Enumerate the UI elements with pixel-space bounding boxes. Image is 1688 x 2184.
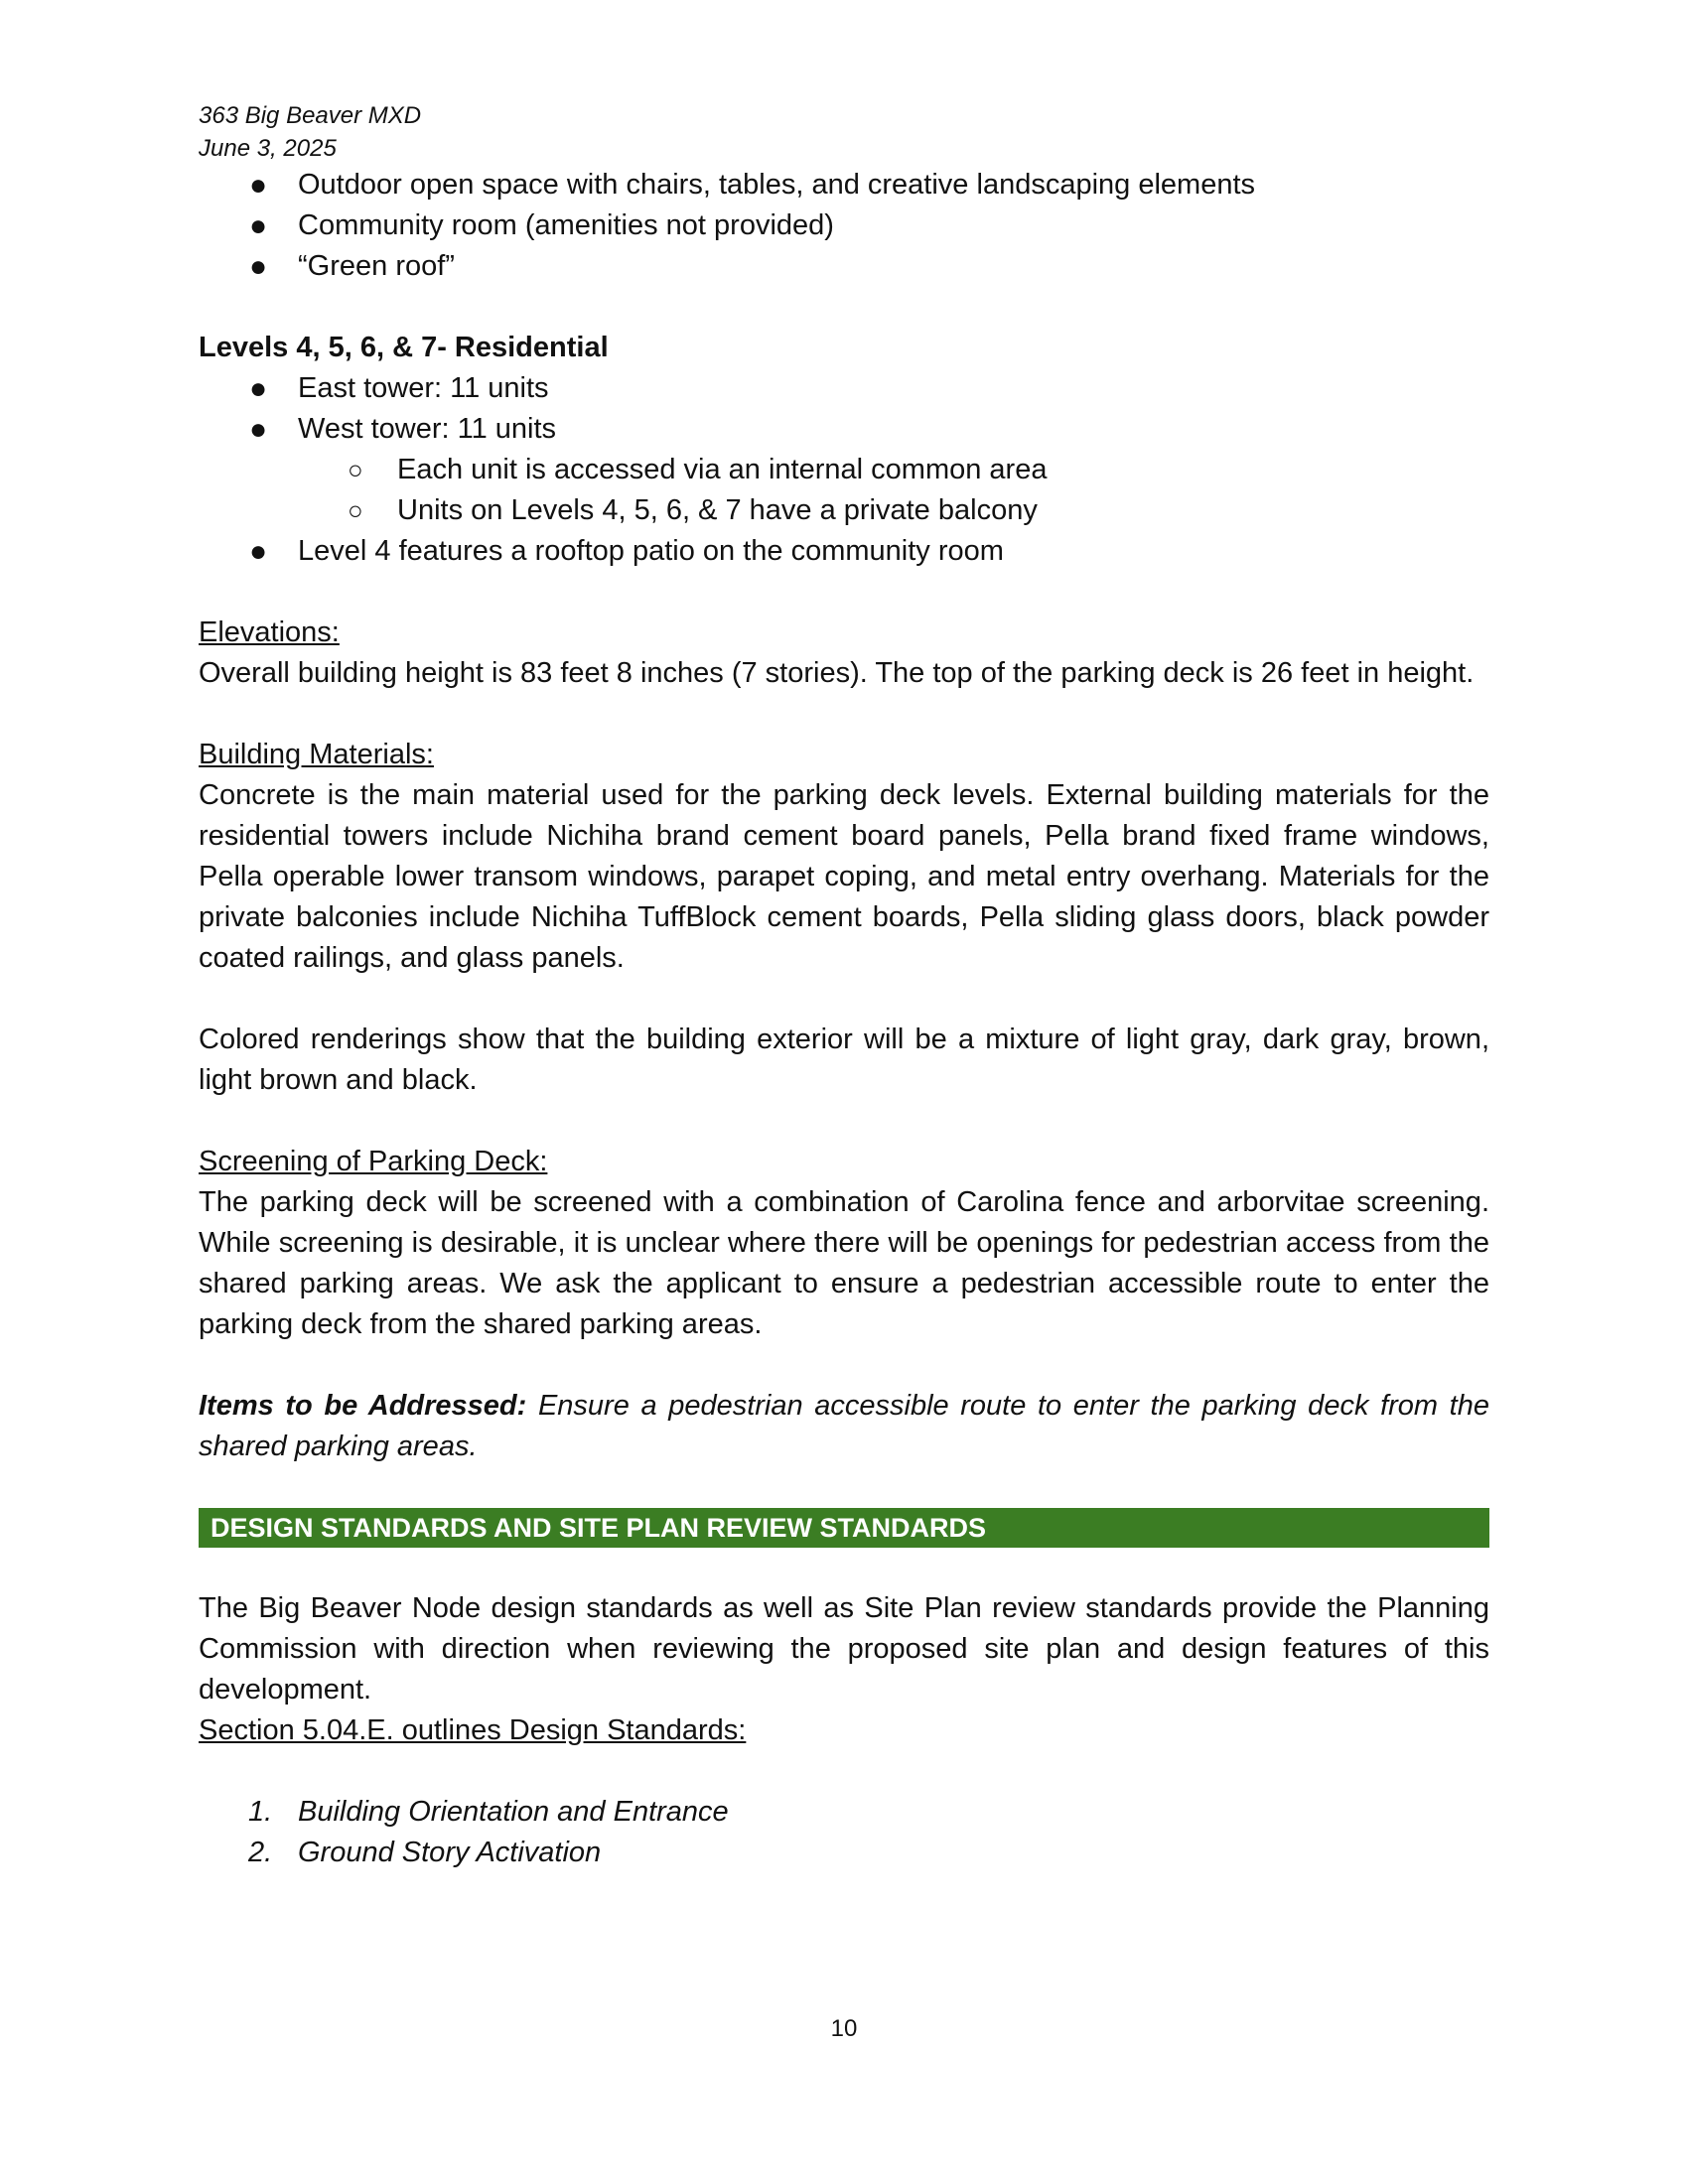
hollow-bullet-icon: ○	[348, 455, 363, 484]
section-banner: DESIGN STANDARDS AND SITE PLAN REVIEW STANDARDS	[199, 1508, 1489, 1548]
items-text: Ensure a pedestrian accessible route to enter the parking deck from the shared parking areas.	[199, 1390, 1490, 1462]
elevations-paragraph: Overall building height is 83 feet 8 inches (7 stories). The top of the parking deck is 26 feet in height.	[199, 657, 1475, 689]
items-label: Items to be Addressed:	[199, 1390, 527, 1422]
levels-list	[199, 368, 1489, 572]
list-item: 2. Ground Story Activation	[248, 1837, 602, 1868]
materials-heading: Building Materials:	[199, 739, 434, 770]
design-paragraph: The Big Beaver Node design standards as well as Site Plan review standards provide the Planning Commission with direction when reviewing the proposed site plan and design features of this development.	[199, 1592, 1489, 1706]
bullet-icon: ●	[249, 372, 268, 405]
list-item: ● “Green roof”	[199, 246, 1489, 287]
list-item: ● Level 4 features a rooftop patio on the community room	[199, 531, 1489, 572]
bullet-icon: ●	[249, 250, 268, 283]
page-number: 10	[830, 2015, 858, 2042]
materials-paragraph: Concrete is the main material used for the parking deck levels. External building materials for the residential towers include Nichiha brand cement board panels, Pella brand fixed frame windows, Pella operable lower transom windows, parapet coping, and metal entry overhang. Materials for the private balconies include Nichiha TuffBlock cement boards, Pella sliding glass doors, black powder coated railings, and glass panels.	[199, 779, 1489, 974]
bullet-icon: ●	[249, 413, 268, 446]
header-project: 363 Big Beaver MXD	[199, 102, 422, 129]
section-heading: Section 5.04.E. outlines Design Standards:	[199, 1714, 747, 1746]
list-item: ● Outdoor open space with chairs, tables, and creative landscaping elements	[199, 165, 1489, 205]
running-header	[199, 99, 1489, 165]
list-item: ● West tower: 11 units ○ Each unit is accessed via an internal common area ○ Units on Levels 4, 5, 6, & 7 have a private balcony	[199, 409, 1489, 531]
list-item: ● Community room (amenities not provided)	[199, 205, 1489, 246]
bullet-icon: ●	[249, 209, 268, 242]
bullet-icon: ●	[249, 169, 268, 202]
hollow-bullet-icon: ○	[348, 495, 363, 525]
elevations-heading: Elevations:	[199, 616, 340, 648]
document-page	[199, 99, 1489, 1873]
colors-paragraph: Colored renderings show that the building exterior will be a mixture of light gray, dark gray, brown, light brown and black.	[199, 1024, 1489, 1096]
sub-list-item: ○ Each unit is accessed via an internal common area	[199, 450, 1489, 490]
design-standards-list	[199, 1792, 1489, 1873]
list-item: ● East tower: 11 units	[199, 368, 1489, 409]
list-item: 1. Building Orientation and Entrance	[248, 1796, 729, 1828]
screening-paragraph: The parking deck will be screened with a combination of Carolina fence and arborvitae screening. While screening is desirable, it is unclear where there will be openings for pedestrian access from the shared parking areas. We ask the applicant to ensure a pedestrian accessible route to enter the parking deck from the shared parking areas.	[199, 1186, 1489, 1340]
sub-list-item: ○ Units on Levels 4, 5, 6, & 7 have a private balcony	[199, 490, 1489, 531]
items-to-address	[199, 1386, 1489, 1467]
amenity-list	[199, 165, 1489, 287]
screening-heading: Screening of Parking Deck:	[199, 1146, 548, 1177]
header-date: June 3, 2025	[199, 135, 337, 162]
bullet-icon: ●	[249, 535, 268, 568]
levels-heading: Levels 4, 5, 6, & 7- Residential	[199, 332, 609, 363]
sub-list	[199, 450, 1489, 531]
